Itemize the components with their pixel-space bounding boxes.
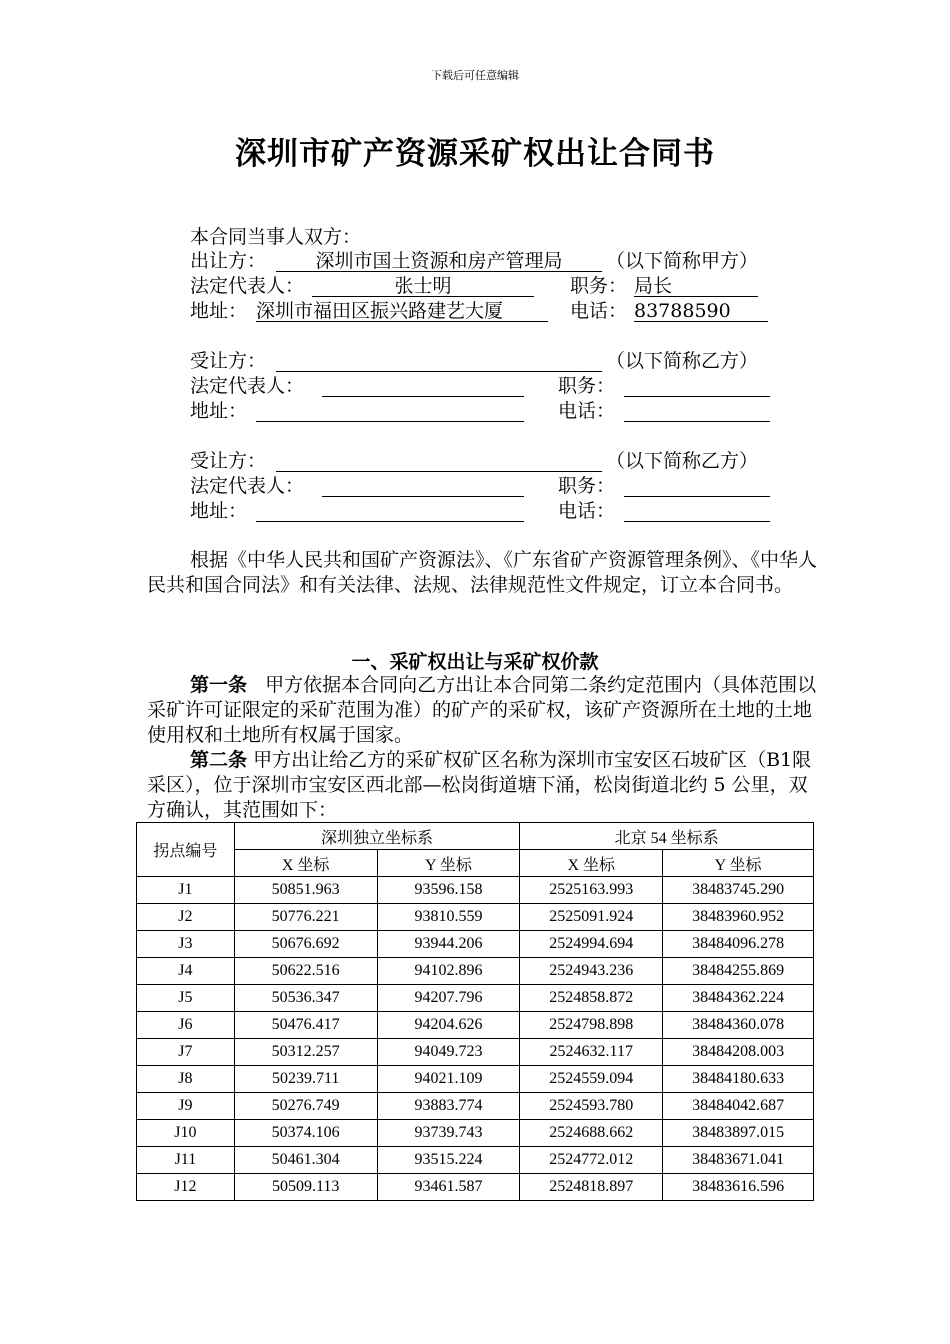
transferee1-position-label: 职务： [558, 375, 616, 397]
table-cell: 50239.711 [234, 1066, 377, 1093]
transferee1-address-field[interactable] [256, 399, 524, 422]
col-sz-x: X 坐标 [234, 850, 377, 877]
table-cell: 94021.109 [377, 1066, 520, 1093]
table-row [137, 985, 814, 1012]
table-row [137, 904, 814, 931]
table-cell: 38484362.224 [663, 985, 814, 1012]
transferee2-rep-label: 法定代表人： [190, 475, 305, 497]
transferee1-rep-label: 法定代表人： [190, 375, 305, 397]
table-cell: 2524632.117 [520, 1039, 663, 1066]
article2-label: 第二条 [190, 749, 248, 771]
transferee2-label: 受让方： [190, 450, 267, 472]
table-row [137, 1012, 814, 1039]
table-row [137, 1174, 814, 1201]
transferee2-name-field[interactable] [276, 449, 602, 472]
table-cell: J8 [137, 1066, 235, 1093]
table-cell: 94204.626 [377, 1012, 520, 1039]
table-cell: 2524688.662 [520, 1120, 663, 1147]
table-cell: 2524858.872 [520, 985, 663, 1012]
table-cell: J7 [137, 1039, 235, 1066]
table-cell: 2524798.898 [520, 1012, 663, 1039]
table-cell: 2524559.094 [520, 1066, 663, 1093]
transferor-phone: 83788590 [634, 300, 731, 322]
table-cell: 50536.347 [234, 985, 377, 1012]
table-row [137, 1147, 814, 1174]
table-cell: J12 [137, 1174, 235, 1201]
table-row [137, 877, 814, 904]
table-cell: 2525163.993 [520, 877, 663, 904]
table-cell: 94207.796 [377, 985, 520, 1012]
table-cell: J10 [137, 1120, 235, 1147]
article1-label: 第一条 [190, 674, 248, 696]
transferor-rep-label: 法定代表人： [190, 275, 305, 297]
table-cell: 50676.692 [234, 931, 377, 958]
table-cell: J4 [137, 958, 235, 985]
table-row [137, 1120, 814, 1147]
basis-text: 根据《中华人民共和国矿产资源法》、《广东省矿产资源管理条例》、《中华人民共和国合同法》和有关法律、法规、法律规范性文件规定，订立本合同书。 [147, 549, 818, 596]
document-title: 深圳市矿产资源采矿权出让合同书 [235, 136, 715, 172]
transferee1-position-field[interactable] [624, 374, 770, 397]
table-cell: 94049.723 [377, 1039, 520, 1066]
table-cell: 94102.896 [377, 958, 520, 985]
table-cell: 93739.743 [377, 1120, 520, 1147]
col-point: 拐点编号 [137, 823, 235, 877]
transferor-name-field [276, 249, 602, 272]
table-cell: 2524593.780 [520, 1093, 663, 1120]
basis-paragraph [147, 548, 817, 598]
transferee1-label: 受让方： [190, 350, 267, 372]
table-cell: 93596.158 [377, 877, 520, 904]
parties-intro: 本合同当事人双方： [190, 226, 362, 248]
col-sz-y: Y 坐标 [377, 850, 520, 877]
table-row [137, 1039, 814, 1066]
transferor-rep-field [312, 274, 534, 297]
table-row [137, 1066, 814, 1093]
col-bj-x: X 坐标 [520, 850, 663, 877]
table-row [137, 958, 814, 985]
table-cell: 38483616.596 [663, 1174, 814, 1201]
table-cell: 38483671.041 [663, 1147, 814, 1174]
transferor-address-label: 地址： [190, 300, 248, 322]
transferee1-address-label: 地址： [190, 400, 248, 422]
transferee1-rep-field[interactable] [322, 374, 524, 397]
coordinates-table [136, 822, 814, 1201]
transferor-position-label: 职务： [570, 275, 628, 297]
table-cell: 93944.206 [377, 931, 520, 958]
transferor-name: 深圳市国土资源和房产管理局 [315, 250, 563, 272]
table-cell: J11 [137, 1147, 235, 1174]
transferee1-suffix: （以下简称乙方） [606, 350, 759, 372]
table-cell: 38483960.952 [663, 904, 814, 931]
transferor-rep: 张士明 [394, 275, 452, 297]
section1-title: 一、采矿权出让与采矿权价款 [351, 651, 599, 673]
table-cell: 50776.221 [234, 904, 377, 931]
table-cell: 38484096.278 [663, 931, 814, 958]
table-cell: 50461.304 [234, 1147, 377, 1174]
table-cell: 50476.417 [234, 1012, 377, 1039]
transferor-phone-field [634, 299, 768, 322]
table-cell: 38483745.290 [663, 877, 814, 904]
table-cell: 2524772.012 [520, 1147, 663, 1174]
table-cell: 93810.559 [377, 904, 520, 931]
table-cell: 2524943.236 [520, 958, 663, 985]
col-bj-y: Y 坐标 [663, 850, 814, 877]
transferee2-position-label: 职务： [558, 475, 616, 497]
table-cell: 38484360.078 [663, 1012, 814, 1039]
table-cell: 38483897.015 [663, 1120, 814, 1147]
transferor-phone-label: 电话： [570, 300, 628, 322]
transferee1-phone-label: 电话： [558, 400, 616, 422]
transferee2-position-field[interactable] [624, 474, 770, 497]
transferor-suffix: （以下简称甲方） [606, 250, 759, 272]
table-cell: 50509.113 [234, 1174, 377, 1201]
transferor-address-field [256, 299, 548, 322]
transferee1-name-field[interactable] [276, 349, 602, 372]
table-cell: 2524818.897 [520, 1174, 663, 1201]
table-cell: 2525091.924 [520, 904, 663, 931]
group-beijing54: 北京 54 坐标系 [520, 823, 814, 850]
table-cell: 50851.963 [234, 877, 377, 904]
article1-text: 甲方依据本合同向乙方出让本合同第二条约定范围内（具体范围以采矿许可证限定的采矿范围为准）的矿产的采矿权，该矿产资源所在土地的土地使用权和土地所有权属于国家。 [147, 674, 817, 746]
table-cell: 50622.516 [234, 958, 377, 985]
table-cell: J2 [137, 904, 235, 931]
transferee2-rep-field[interactable] [322, 474, 524, 497]
table-cell: 38484180.633 [663, 1066, 814, 1093]
table-cell: 38484042.687 [663, 1093, 814, 1120]
table-cell: 38484255.869 [663, 958, 814, 985]
transferee2-address-field[interactable] [256, 499, 524, 522]
transferee1-phone-field[interactable] [624, 399, 770, 422]
table-cell: 2524994.694 [520, 931, 663, 958]
table-cell: 38484208.003 [663, 1039, 814, 1066]
table-cell: J5 [137, 985, 235, 1012]
table-cell: 50374.106 [234, 1120, 377, 1147]
table-cell: 93515.224 [377, 1147, 520, 1174]
group-shenzhen: 深圳独立坐标系 [234, 823, 520, 850]
transferee2-address-label: 地址： [190, 500, 248, 522]
table-cell: 93461.587 [377, 1174, 520, 1201]
table-cell: J1 [137, 877, 235, 904]
transferee2-suffix: （以下简称乙方） [606, 450, 759, 472]
table-cell: 50312.257 [234, 1039, 377, 1066]
header-note: 下载后可任意编辑 [431, 69, 519, 82]
transferee2-phone-label: 电话： [558, 500, 616, 522]
table-cell: J3 [137, 931, 235, 958]
article2-text: 甲方出让给乙方的采矿权矿区名称为深圳市宝安区石坡矿区（B1限采区），位于深圳市宝安区西北部—松岗街道塘下涌，松岗街道北约 5 公里，双方确认，其范围如下： [147, 749, 812, 821]
transferor-position: 局长 [634, 275, 673, 297]
transferor-position-field [634, 274, 758, 297]
table-cell: J9 [137, 1093, 235, 1120]
table-row [137, 931, 814, 958]
article1 [147, 673, 817, 748]
article2 [147, 748, 817, 823]
transferor-label: 出让方： [190, 250, 267, 272]
table-cell: 50276.749 [234, 1093, 377, 1120]
transferee2-phone-field[interactable] [624, 499, 770, 522]
table-cell: 93883.774 [377, 1093, 520, 1120]
table-cell: J6 [137, 1012, 235, 1039]
table-row [137, 1093, 814, 1120]
transferor-address: 深圳市福田区振兴路建艺大厦 [256, 300, 504, 322]
